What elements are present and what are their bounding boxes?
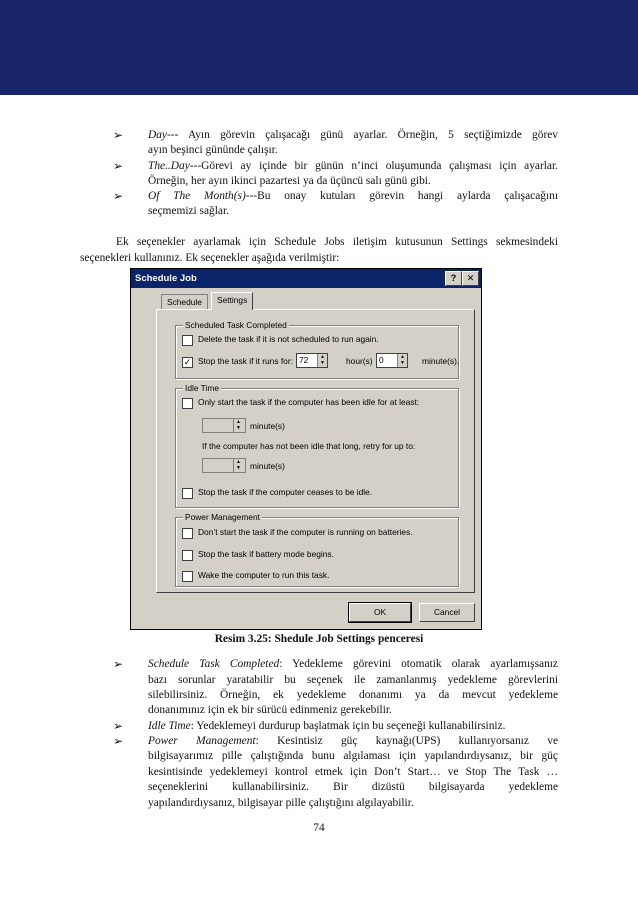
bullet-item-schedule-task-completed [148,657,558,673]
hours-label: hour(s) [346,356,373,366]
bullet-text: : Yedeklemeyi durdurup başlatmak için bu seçeneği kullanabilirsiniz. [190,720,506,732]
bullet-arrow-icon: ➢ [113,657,124,671]
bullet-term: Power Management [148,735,256,747]
dialog-titlebar [131,269,481,288]
retry-text: If the computer has not been idle that long, retry for up to: [202,441,416,451]
bullet-line: silebilirsiniz. Örneğin, ek yedekleme donanımı ya da mevcut yedekleme [148,689,558,701]
page-number: 74 [313,822,325,834]
only-start-idle-checkbox[interactable] [182,398,193,409]
bullet-line: bazı sorunlar yaratabilir bu seçenek ile zamanlanmış yedekleme görevlerini [148,674,558,686]
figure-caption: Resim 3.25: Shedule Job Settings penceresi [214,633,424,645]
bullet-term: Schedule Task Completed [148,658,280,670]
minutes-input[interactable]: 0 [376,353,408,368]
tab-schedule[interactable]: Schedule [161,294,208,310]
bullet-arrow-icon: ➢ [113,719,124,733]
cancel-button[interactable]: Cancel [419,603,475,622]
group-label: Scheduled Task Completed [185,320,287,330]
bullet-line: seçeneklerini kullanabilirsiniz. Bir dizüstü bilgisayarda yedekleme [148,781,558,793]
bullet-line: yapılandırdıysanız, bilgisayar pille çalıştığını algılayabilir. [148,797,414,809]
bullet-line: bilgisayarımız pille çalıştığında bunu algılaması için yapılandırdıysanız, bir güç [148,750,558,762]
bullet-line: Örneğin, her ayın ikinci pazartesi ya da üçüncü salı günü gibi. [148,175,431,187]
bullet-line: seçmemizi sağlar. [148,205,229,217]
group-scheduled-task-completed [175,320,460,379]
hours-input[interactable]: 72 [296,353,328,368]
bullet-text: ---Bu onay kutuları görevin hangi aylarda çalışacağını [245,190,558,202]
delete-task-checkbox[interactable] [182,335,193,346]
header-banner [0,0,638,95]
stop-task-label: Stop the task if it runs for: [198,356,293,366]
only-start-idle-label: Only start the task if the computer has been idle for at least: [198,397,420,407]
close-button[interactable]: ✕ [462,271,479,286]
delete-task-label: Delete the task if it is not scheduled to run again. [198,334,379,344]
paragraph-line-2: seçenekleri kullanınız. Ek seçenekler aşağıda verilmiştir: [80,252,340,264]
minutes-spinner[interactable]: ▲ ▼ [397,354,407,367]
bullet-arrow-icon: ➢ [113,159,124,173]
bullet-line: kesintisinde yedeklemeyi kontrol etmek için Don’t Start… ve Stop The Task … [148,766,558,778]
settings-panel [156,309,475,593]
stop-battery-checkbox[interactable] [182,550,193,561]
retry-minutes-spinner[interactable]: ▲ ▼ [233,459,243,472]
help-button[interactable]: ? [445,271,462,286]
bullet-arrow-icon: ➢ [113,128,124,142]
idle-minutes-label: minute(s) [250,421,285,431]
schedule-job-dialog [130,268,482,630]
bullet-text: --- Ayın görevin çalışacağı günü ayarlar. Örneğin, 5 seçtiğimizde görev [166,129,558,141]
group-label: Idle Time [185,383,219,393]
bullet-term: Idle Time [148,720,191,732]
bullet-item-power-management [148,734,558,750]
idle-minutes-spinner[interactable]: ▲ ▼ [233,419,243,432]
bullet-item-idle-time [148,719,505,735]
dont-start-batteries-label: Don’t start the task if the computer is running on batteries. [198,527,413,537]
bullet-text: : Kesintisiz güç kaynağı(UPS) kullanıyorsanız ve [255,735,558,747]
wake-computer-checkbox[interactable] [182,571,193,582]
group-idle-time [175,383,459,508]
bullet-line: ayın beşinci gününde çalışır. [148,144,278,156]
bullet-term: Of The Month(s) [148,190,246,202]
bullet-text: ---Görevi ay içinde bir günün n’inci oluşumunda çalışması için ayarlar. [189,160,558,172]
tab-settings[interactable]: Settings [211,292,253,310]
bullet-text: : Yedekleme görevini otomatik olarak ayarlamışsanız [279,658,558,670]
minutes-label: minute(s). [422,356,460,366]
stop-task-checkbox[interactable]: ✓ [183,357,192,367]
dont-start-batteries-checkbox[interactable] [182,528,193,539]
bullet-item-the-day [148,159,558,175]
bullet-term: Day [148,129,167,141]
wake-computer-label: Wake the computer to run this task. [198,570,330,580]
bullet-line: donanımınız için ek bir sürücü edinmeniz gerekebilir. [148,704,392,716]
group-label: Power Management [185,512,260,522]
group-power-management [175,512,459,587]
bullet-item-of-the-month [148,189,558,205]
hours-spinner[interactable]: ▲ ▼ [317,354,327,367]
ok-button[interactable]: OK [349,603,411,622]
retry-minutes-label: minute(s) [250,461,285,471]
bullet-item-day [148,128,558,144]
stop-idle-label: Stop the task if the computer ceases to be idle. [198,487,373,497]
stop-battery-label: Stop the task if battery mode begins. [198,549,334,559]
bullet-arrow-icon: ➢ [113,734,124,748]
stop-idle-checkbox[interactable] [182,488,193,499]
bullet-term: The..Day [148,160,190,172]
paragraph-line-1: Ek seçenekler ayarlamak için Schedule Jobs iletişim kutusunun Settings sekmesindeki [116,236,558,248]
bullet-arrow-icon: ➢ [113,189,124,203]
dialog-title: Schedule Job [135,273,197,284]
